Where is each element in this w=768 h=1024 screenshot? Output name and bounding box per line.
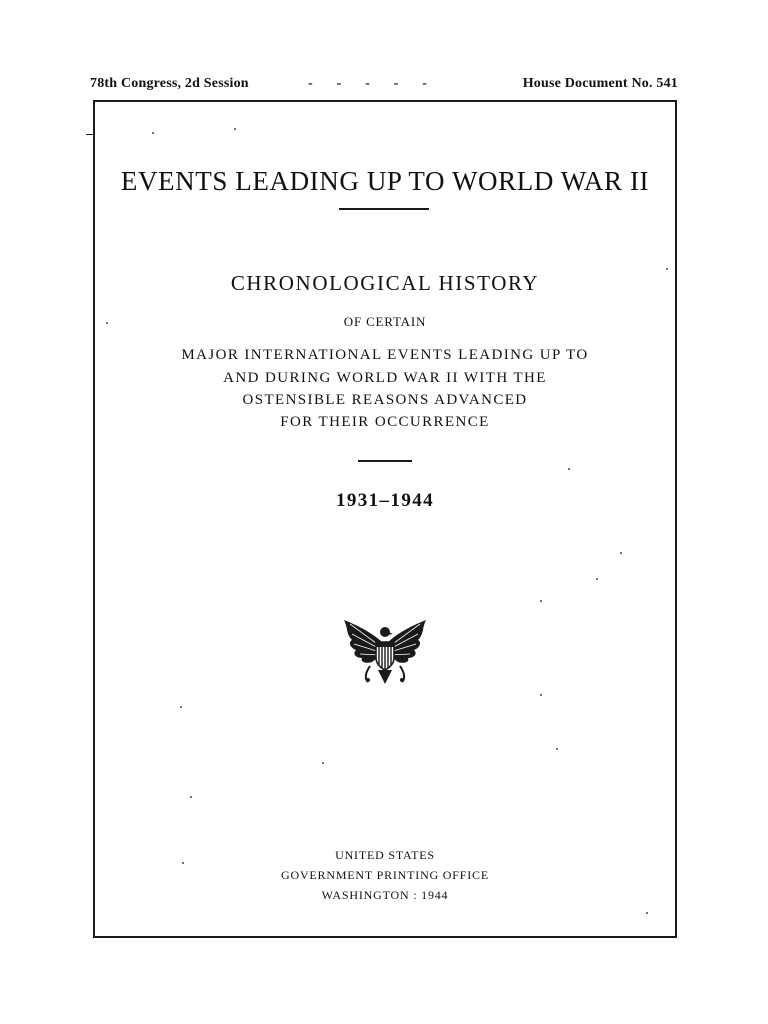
title-divider [339,208,429,210]
scan-speck [620,552,622,554]
scan-speck [180,706,182,708]
scan-speck [666,268,668,270]
publisher-line-1: UNITED STATES [335,848,435,862]
scan-speck [540,600,542,602]
description-divider [358,460,412,462]
scan-speck [152,132,154,134]
scan-speck [190,796,192,798]
description-line-3: OSTENSIBLE REASONS ADVANCED [242,392,528,408]
publisher-line-2: GOVERNMENT PRINTING OFFICE [281,868,489,882]
scan-speck [568,468,570,470]
document-header [90,76,678,96]
publisher-line-3: WASHINGTON : 1944 [321,888,449,902]
frame-tick-mark [86,134,94,135]
date-range: 1931–1944 [335,490,435,511]
of-certain-text: OF CERTAIN [343,314,427,329]
eagle-seal-icon [340,614,430,690]
scan-speck [596,578,598,580]
congress-session: 78th Congress, 2d Session [90,76,249,91]
document-number: House Document No. 541 [522,76,678,91]
scan-speck [646,912,648,914]
description-line-1: MAJOR INTERNATIONAL EVENTS LEADING UP TO [181,347,589,363]
scan-speck [106,322,108,324]
scan-speck [540,694,542,696]
page-frame [93,100,677,938]
header-dashes: - - - - - [308,76,428,91]
page-title: EVENTS LEADING UP TO WORLD WAR II [120,166,650,196]
description-line-4: FOR THEIR OCCURRENCE [280,414,490,430]
scan-speck [556,748,558,750]
description-line-2: AND DURING WORLD WAR II WITH THE [223,370,547,386]
scan-speck [234,128,236,130]
scan-speck [322,762,324,764]
subtitle: CHRONOLOGICAL HISTORY [230,271,540,295]
scan-speck [182,862,184,864]
